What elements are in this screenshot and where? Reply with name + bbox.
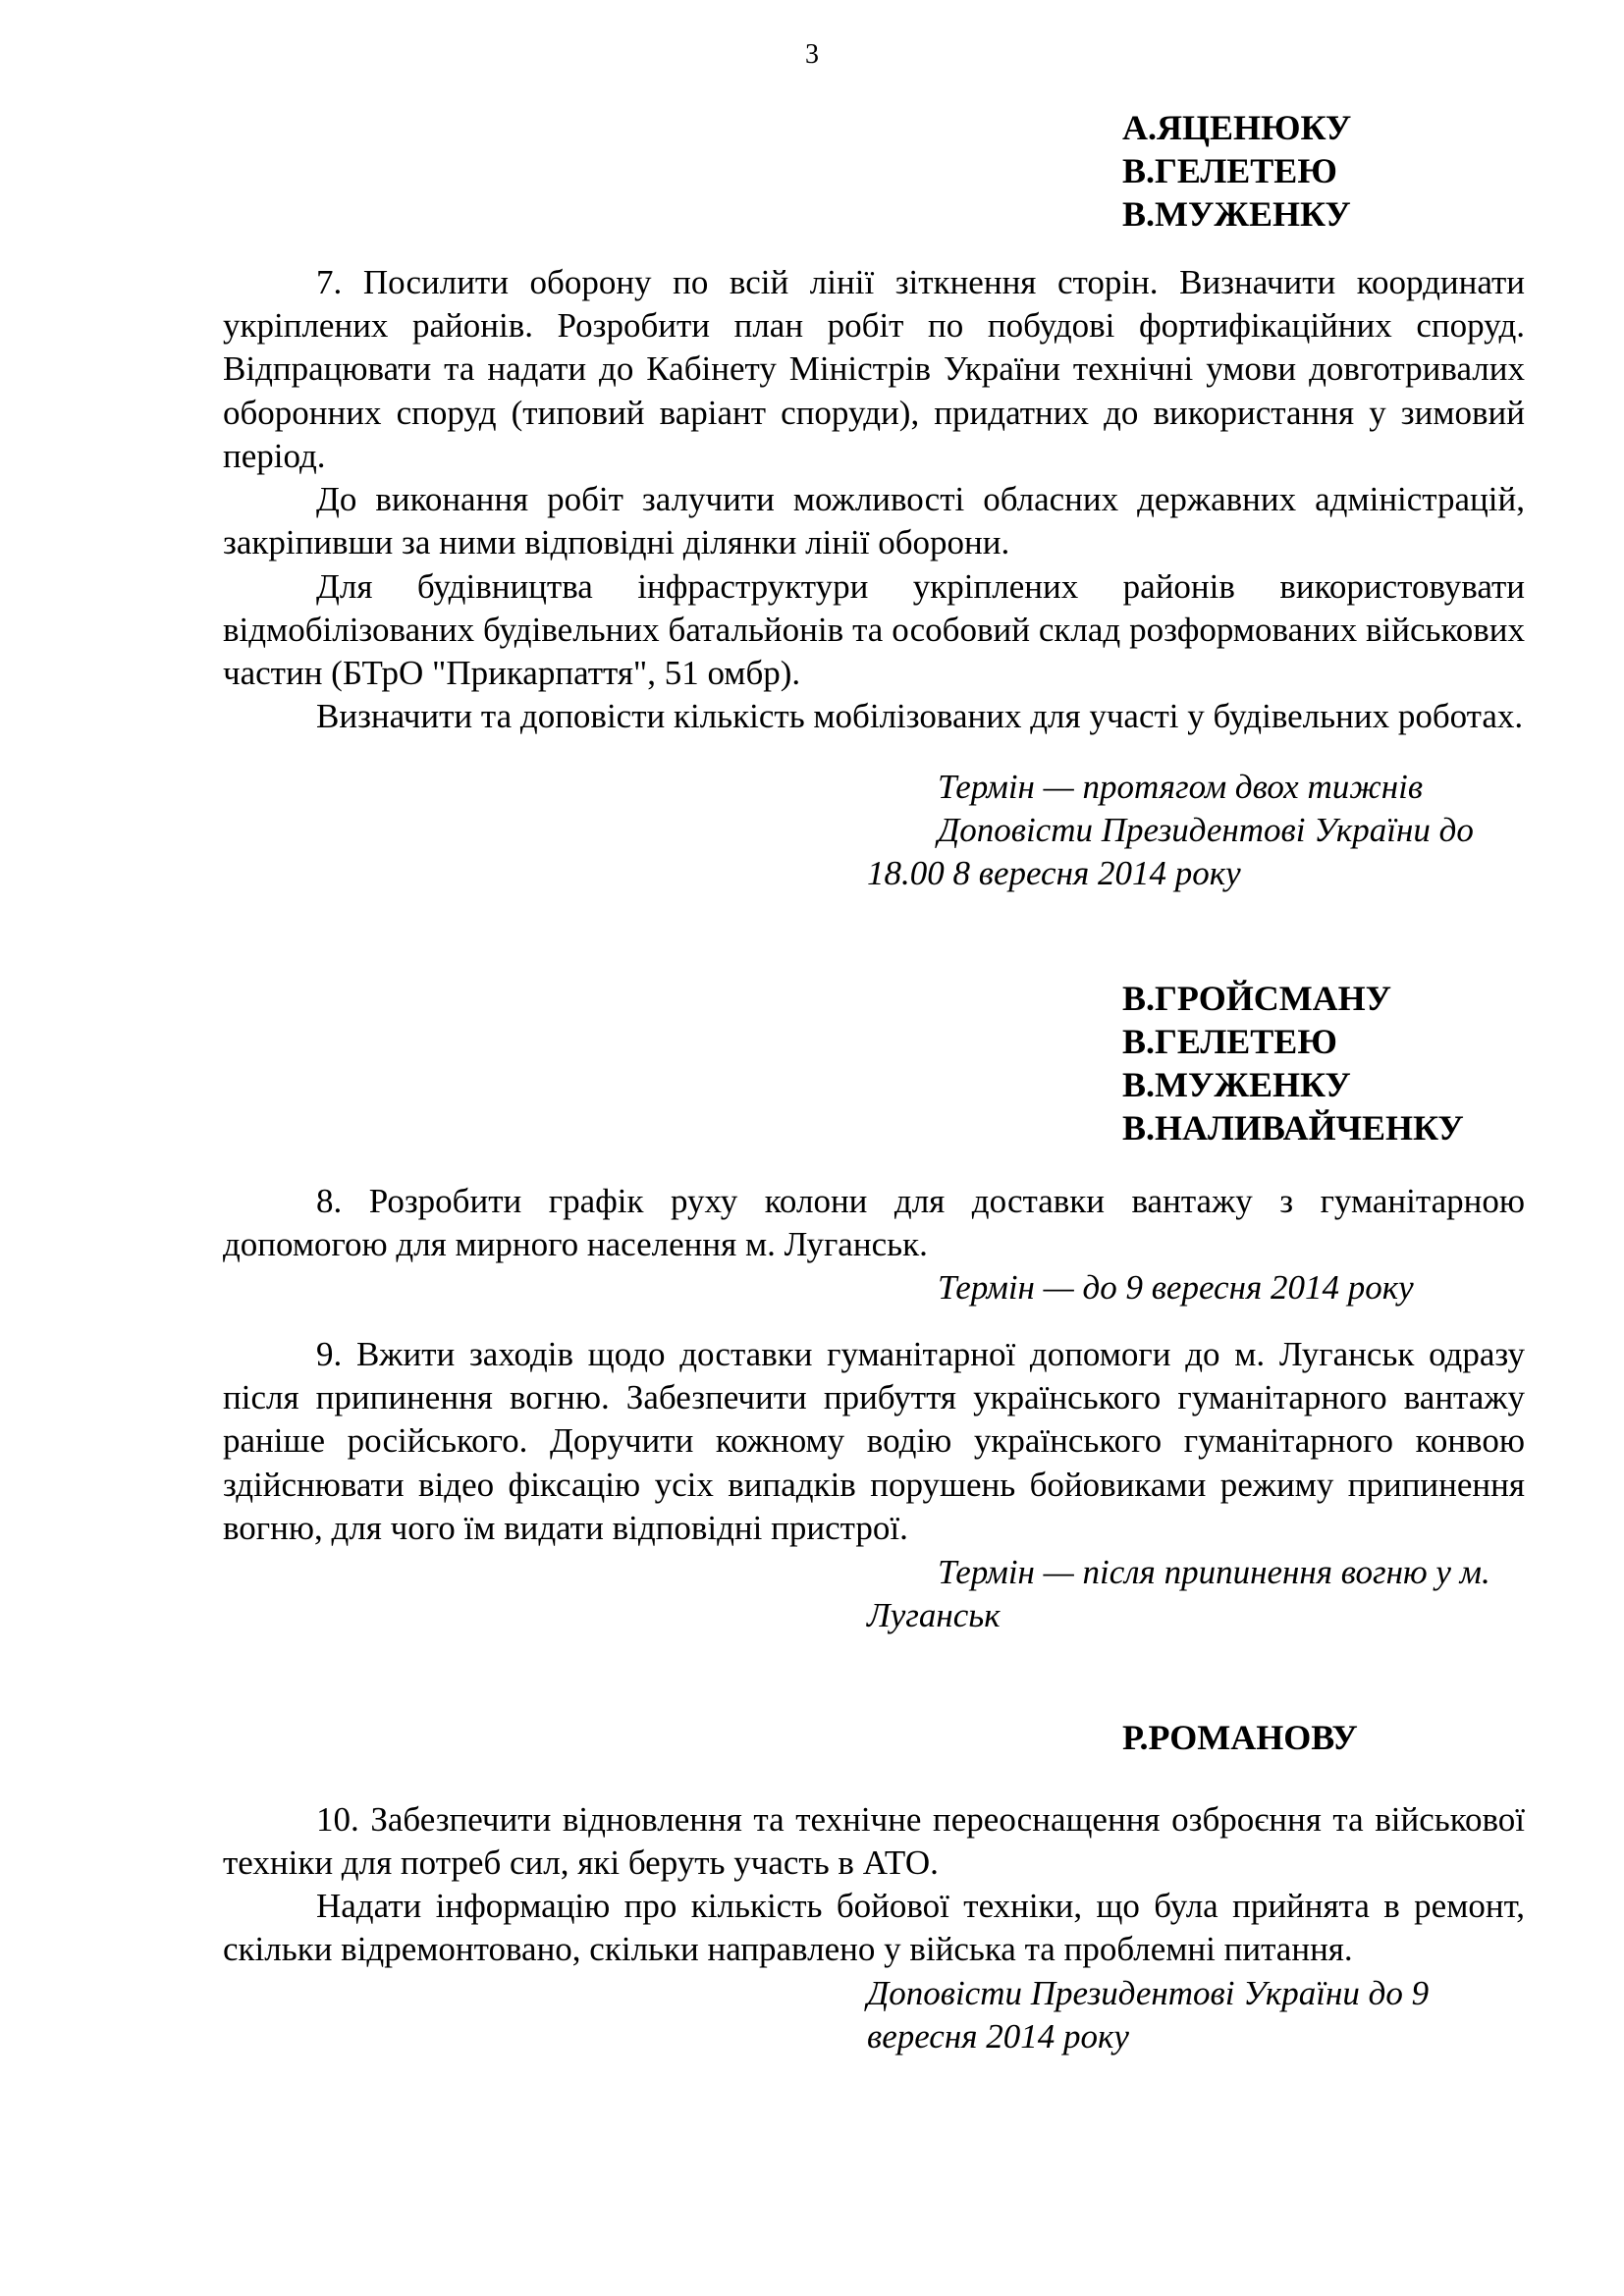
page-number: 3 [805, 39, 819, 70]
addressee: Р.РОМАНОВУ [1122, 1718, 1358, 1757]
deadline-line: Луганськ [867, 1596, 1001, 1634]
deadline-line: Термін — протягом двох тижнів [938, 768, 1424, 806]
addressee-list [1122, 977, 1464, 1149]
deadline-line: вересня 2014 року [867, 2017, 1129, 2056]
deadline-line: Термін — до 9 вересня 2014 року [938, 1268, 1414, 1307]
paragraph: Для будівництва інфраструктури укріплених районів використовувати відмобілізованих будівельних батальйонів та особовий склад розформованих військових частин (БТрО "Прикарпаття", 51 омбр). [223, 567, 1525, 693]
deadline-line: 18.00 8 вересня 2014 року [867, 854, 1241, 892]
addressee: А.ЯЦЕНЮКУ [1122, 108, 1352, 147]
paragraph-item-7: 7. Посилити оборону по всій лінії зіткнення сторін. Визначити координати укріплених районів. Розробити план робіт по побудові фортифікаційних споруд. Відпрацювати та надати до Кабінету Міністрів України технічні умови довготривалих оборонних споруд (типовий варіант споруди), придатних до використання у зимовий період. [223, 263, 1525, 475]
addressee: В.ГЕЛЕТЕЮ [1122, 151, 1337, 190]
addressee-list [1122, 106, 1351, 236]
deadline-line: Доповісти Президентові України до 9 [867, 1974, 1430, 2012]
paragraph-item-9: 9. Вжити заходів щодо доставки гуманітарної допомоги до м. Луганськ одразу після припинення вогню. Забезпечити прибуття українського гуманітарного вантажу раніше російського. Доручити кожному водію українського гуманітарного конвою здійснювати відео фіксацію усіх випадків порушень бойовиками режиму припинення вогню, для чого їм видати відповідні пристрої. [223, 1335, 1525, 1547]
paragraph-item-8: 8. Розробити графік руху колони для доставки вантажу з гуманітарною допомогою для мирного населення м. Луганськ. [223, 1182, 1525, 1264]
addressee: В.НАЛИВАЙЧЕНКУ [1122, 1108, 1464, 1148]
paragraph: Визначити та доповісти кількість мобілізованих для участі у будівельних роботах. [316, 697, 1524, 735]
paragraph-item-10: 10. Забезпечити відновлення та технічне переоснащення озброєння та військової техніки для потреб сил, які беруть участь в АТО. [223, 1800, 1525, 1883]
addressee: В.ГЕЛЕТЕЮ [1122, 1022, 1337, 1061]
deadline-line: Термін — після припинення вогню у м. [938, 1553, 1490, 1591]
addressee: В.ГРОЙСМАНУ [1122, 979, 1392, 1018]
addressee: В.МУЖЕНКУ [1122, 194, 1351, 234]
paragraph: До виконання робіт залучити можливості обласних державних адміністрацій, закріпивши за ними відповідні ділянки лінії оборони. [223, 480, 1525, 562]
addressee-list [1122, 1716, 1358, 1759]
addressee: В.МУЖЕНКУ [1122, 1065, 1351, 1104]
deadline-line: Доповісти Президентові України до [938, 811, 1474, 849]
paragraph: Надати інформацію про кількість бойової техніки, що була прийнята в ремонт, скільки відремонтовано, скільки направлено у війська та проблемні питання. [223, 1887, 1525, 1969]
